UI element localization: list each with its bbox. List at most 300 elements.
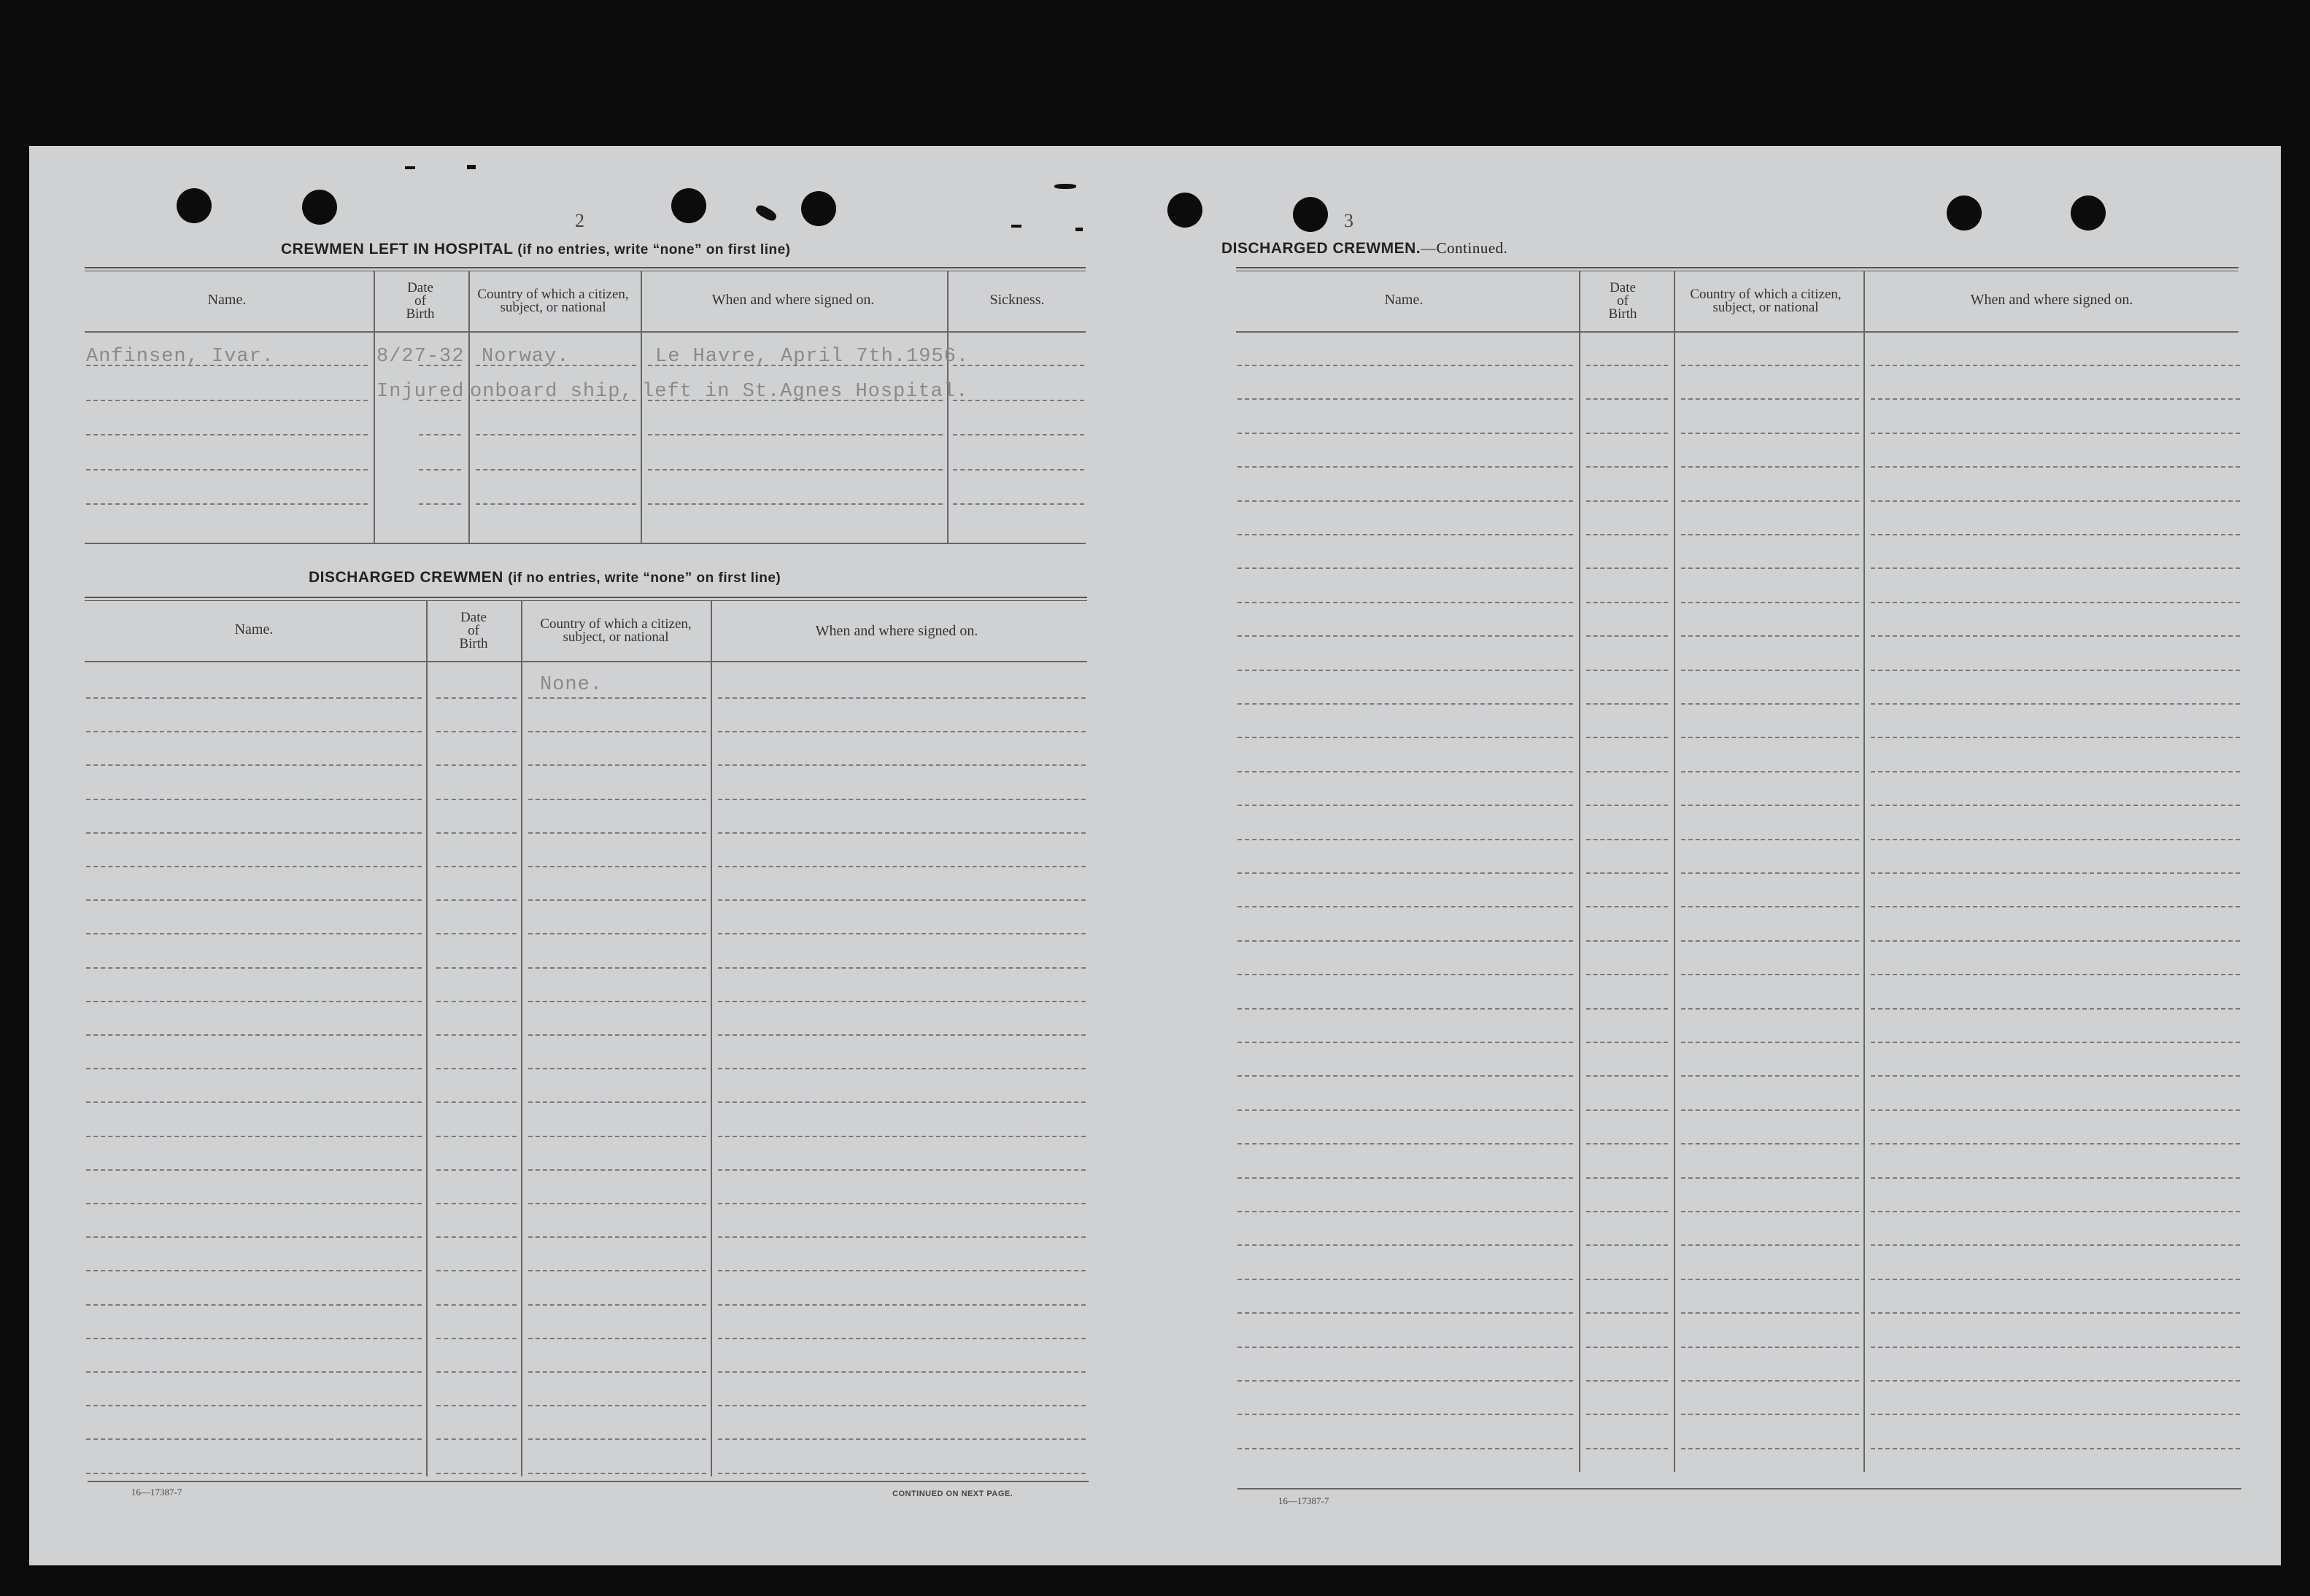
ruled-line: [1871, 703, 2240, 705]
ruled-line: [436, 764, 517, 766]
ruled-line: [718, 1068, 1086, 1069]
ruled-line: [1586, 771, 1668, 772]
ruled-line: [1681, 703, 1859, 705]
ruled-line: [1681, 1143, 1859, 1144]
ruled-line: [86, 469, 368, 470]
ruled-line: [1871, 1008, 2240, 1010]
ruled-line: [419, 434, 461, 435]
ruled-line: [1237, 670, 1573, 671]
column-header-name: Name.: [1384, 291, 1424, 308]
ruled-line: [1237, 737, 1573, 738]
ruled-line: [1871, 1075, 2240, 1077]
header-rule: [85, 331, 1086, 333]
ruled-line: [86, 1169, 422, 1171]
ruled-line: [1871, 1347, 2240, 1348]
ruled-line: [953, 503, 1084, 505]
column-header-name: Name.: [234, 621, 274, 638]
ruled-line: [528, 899, 706, 901]
ruled-line: [1237, 1109, 1573, 1111]
column-header-signed-on: When and where signed on.: [815, 622, 978, 639]
ruled-line: [86, 1270, 422, 1271]
ruled-line: [528, 1203, 706, 1204]
ruled-line: [718, 933, 1086, 934]
ruled-line: [528, 1304, 706, 1306]
ink-speck: [405, 166, 415, 169]
ruled-line: [86, 1473, 422, 1474]
punch-hole: [801, 191, 836, 226]
ruled-line: [1586, 703, 1668, 705]
ruled-line: [718, 764, 1086, 766]
ruled-line: [86, 731, 422, 732]
ruled-line: [1237, 1211, 1573, 1212]
ruled-line: [528, 1473, 706, 1474]
document-sheet: [29, 146, 2281, 1565]
ruled-line: [1586, 670, 1668, 671]
ruled-line: [528, 1338, 706, 1339]
ruled-line: [86, 1236, 422, 1238]
ruled-line: [1237, 1380, 1573, 1382]
ruled-line: [528, 764, 706, 766]
ruled-line: [1871, 433, 2240, 434]
ruled-line: [1586, 1075, 1668, 1077]
hospital-entry-dob: 8/27-32: [376, 346, 465, 368]
ruled-line: [718, 1169, 1086, 1171]
discharged-section-title: DISCHARGED CREWMEN (if no entries, write “none” on first line): [309, 569, 781, 586]
ruled-line: [1871, 635, 2240, 637]
ruled-line: [528, 1001, 706, 1002]
ruled-line: [1237, 1244, 1573, 1246]
ruled-line: [86, 799, 422, 800]
ruled-line: [1681, 567, 1859, 569]
hospital-entry-note-injured: Injured: [376, 381, 465, 403]
ruled-line: [1237, 1008, 1573, 1010]
ink-speck: [754, 203, 779, 222]
ink-speck: [1075, 228, 1083, 231]
ruled-line: [1681, 839, 1859, 840]
ruled-line: [1237, 1143, 1573, 1144]
ruled-line: [476, 434, 636, 435]
ruled-line: [86, 1338, 422, 1339]
ruled-line: [1237, 398, 1573, 400]
ruled-line: [1871, 1143, 2240, 1144]
ruled-line: [718, 967, 1086, 969]
ruled-line: [1237, 1312, 1573, 1314]
column-divider: [1863, 271, 1865, 1472]
ruled-line: [436, 799, 517, 800]
ruled-line: [718, 1270, 1086, 1271]
punch-hole: [671, 188, 706, 223]
hospital-entry-name: Anfinsen, Ivar.: [86, 346, 275, 368]
ruled-line: [1681, 1312, 1859, 1314]
ruled-line: [528, 731, 706, 732]
ruled-line: [1871, 1244, 2240, 1246]
ruled-line: [648, 503, 943, 505]
punch-hole: [1947, 195, 1982, 231]
ruled-line: [528, 799, 706, 800]
ruled-line: [1871, 1109, 2240, 1111]
ruled-line: [1681, 1075, 1859, 1077]
ruled-line: [436, 967, 517, 969]
ruled-line: [86, 764, 422, 766]
column-header-country: Country of which a citizen, subject, or national: [540, 616, 692, 645]
ruled-line: [436, 1101, 517, 1103]
ruled-line: [1586, 737, 1668, 738]
ruled-line: [1871, 805, 2240, 806]
ruled-line: [1681, 737, 1859, 738]
ruled-line: [953, 469, 1084, 470]
ruled-line: [718, 1136, 1086, 1137]
ruled-line: [1681, 1244, 1859, 1246]
ruled-line: [718, 697, 1086, 699]
ruled-line: [1871, 1279, 2240, 1280]
ruled-line: [86, 1405, 422, 1406]
ruled-line: [1237, 872, 1573, 874]
ruled-line: [1871, 466, 2240, 468]
ruled-line: [1237, 1448, 1573, 1449]
ruled-line: [718, 1438, 1086, 1440]
ruled-line: [953, 365, 1084, 366]
ruled-line: [86, 933, 422, 934]
ruled-line: [419, 503, 461, 505]
ruled-line: [1681, 805, 1859, 806]
header-rule: [1236, 331, 2238, 333]
ruled-line: [1586, 906, 1668, 907]
ruled-line: [1681, 1448, 1859, 1449]
ruled-line: [953, 434, 1084, 435]
ruled-line: [86, 1136, 422, 1137]
ruled-line: [1237, 365, 1573, 366]
ruled-line: [528, 1034, 706, 1036]
column-divider: [641, 271, 642, 543]
ruled-line: [528, 1405, 706, 1406]
ruled-line: [1586, 1279, 1668, 1280]
ruled-line: [1871, 567, 2240, 569]
right-section-title: DISCHARGED CREWMEN.—Continued.: [1221, 239, 1508, 257]
right-page: [1167, 146, 2281, 1565]
punch-hole: [177, 188, 212, 223]
column-divider: [468, 271, 470, 543]
ruled-line: [1586, 567, 1668, 569]
ruled-line: [436, 1236, 517, 1238]
left-page: [29, 146, 1109, 1565]
ruled-line: [86, 1034, 422, 1036]
ruled-line: [1871, 500, 2240, 502]
ruled-line: [436, 1169, 517, 1171]
ruled-line: [718, 899, 1086, 901]
ruled-line: [1871, 737, 2240, 738]
ruled-line: [86, 1203, 422, 1204]
ruled-line: [1237, 940, 1573, 942]
ruled-line: [718, 799, 1086, 800]
ruled-line: [718, 1101, 1086, 1103]
ruled-line: [1237, 635, 1573, 637]
ruled-line: [1237, 1042, 1573, 1043]
ruled-line: [1237, 771, 1573, 772]
ruled-line: [436, 1001, 517, 1002]
ruled-line: [1586, 940, 1668, 942]
ruled-line: [1586, 1143, 1668, 1144]
column-header-date-of-birth: Date of Birth: [406, 280, 435, 322]
ruled-line: [1586, 635, 1668, 637]
ruled-line: [1237, 567, 1573, 569]
ruled-line: [528, 1136, 706, 1137]
ruled-line: [648, 469, 943, 470]
ruled-line: [1681, 500, 1859, 502]
ruled-line: [419, 469, 461, 470]
ruled-line: [528, 1101, 706, 1103]
ruled-line: [718, 1034, 1086, 1036]
ruled-line: [1871, 534, 2240, 535]
ruled-line: [436, 866, 517, 867]
ruled-line: [1871, 398, 2240, 400]
column-divider: [374, 271, 375, 543]
ruled-line: [1586, 1211, 1668, 1212]
ruled-line: [528, 1068, 706, 1069]
ruled-line: [86, 1371, 422, 1373]
discharged-first-entry: None.: [540, 674, 603, 696]
ruled-line: [1871, 1312, 2240, 1314]
ruled-line: [1871, 1211, 2240, 1212]
ruled-line: [528, 967, 706, 969]
ruled-line: [1871, 872, 2240, 874]
ruled-line: [436, 1371, 517, 1373]
ruled-line: [718, 832, 1086, 834]
ruled-line: [1586, 466, 1668, 468]
ruled-line: [86, 1304, 422, 1306]
ruled-line: [718, 866, 1086, 867]
section-end-rule: [85, 543, 1086, 544]
ruled-line: [86, 503, 368, 505]
ruled-line: [528, 1270, 706, 1271]
column-header-name: Name.: [207, 291, 247, 308]
ruled-line: [1681, 466, 1859, 468]
ruled-line: [1586, 1448, 1668, 1449]
ruled-line: [1871, 771, 2240, 772]
column-header-date-of-birth: Date of Birth: [459, 610, 488, 651]
ruled-line: [1586, 805, 1668, 806]
ruled-line: [1237, 433, 1573, 434]
ruled-line: [1871, 906, 2240, 907]
ink-speck: [467, 165, 476, 169]
ruled-line: [436, 1438, 517, 1440]
ruled-line: [1871, 365, 2240, 366]
column-header-date-of-birth: Date of Birth: [1608, 280, 1637, 322]
ruled-line: [86, 832, 422, 834]
ruled-line: [436, 1405, 517, 1406]
ruled-line: [528, 1169, 706, 1171]
ruled-line: [1237, 1347, 1573, 1348]
ruled-line: [1237, 805, 1573, 806]
ruled-line: [436, 933, 517, 934]
ruled-line: [1871, 1414, 2240, 1415]
ruled-line: [1681, 1177, 1859, 1179]
page-end-rule: [1237, 1488, 2241, 1490]
ruled-line: [1586, 433, 1668, 434]
ruled-line: [1586, 602, 1668, 603]
ruled-line: [1586, 1244, 1668, 1246]
ruled-line: [1237, 906, 1573, 907]
column-divider: [521, 601, 522, 1476]
ruled-line: [1237, 974, 1573, 975]
ruled-line: [718, 1001, 1086, 1002]
ruled-line: [718, 731, 1086, 732]
ruled-line: [1237, 1075, 1573, 1077]
ink-speck: [1054, 184, 1076, 189]
ruled-line: [1586, 1008, 1668, 1010]
column-header-country: Country of which a citizen, subject, or national: [1690, 287, 1842, 315]
ruled-line: [436, 899, 517, 901]
ruled-line: [1237, 602, 1573, 603]
ruled-line: [1871, 670, 2240, 671]
page-number: 2: [575, 210, 584, 231]
page-end-rule: [88, 1481, 1089, 1482]
ruled-line: [1586, 365, 1668, 366]
ruled-line: [436, 1136, 517, 1137]
ruled-line: [953, 400, 1084, 401]
ruled-line: [1681, 1380, 1859, 1382]
column-divider: [1579, 271, 1580, 1472]
ruled-line: [1681, 906, 1859, 907]
ruled-line: [1871, 1448, 2240, 1449]
ruled-line: [718, 1236, 1086, 1238]
ruled-line: [1871, 940, 2240, 942]
ruled-line: [1871, 1042, 2240, 1043]
ruled-line: [1681, 635, 1859, 637]
form-number: 16—17387-7: [1278, 1495, 1329, 1506]
ruled-line: [86, 866, 422, 867]
ruled-line: [718, 1338, 1086, 1339]
column-divider: [947, 271, 949, 543]
ruled-line: [1586, 398, 1668, 400]
ruled-line: [1871, 1380, 2240, 1382]
ruled-line: [1586, 839, 1668, 840]
punch-hole: [1293, 197, 1328, 232]
punch-hole: [302, 190, 337, 225]
column-divider: [1674, 271, 1675, 1472]
punch-hole: [1167, 193, 1202, 228]
ruled-line: [86, 899, 422, 901]
ruled-line: [528, 697, 706, 699]
hospital-entry-signed-on: Le Havre, April 7th.1956.: [655, 346, 970, 368]
ruled-line: [1586, 500, 1668, 502]
ruled-line: [1237, 500, 1573, 502]
ruled-line: [436, 1304, 517, 1306]
ruled-line: [718, 1405, 1086, 1406]
ruled-line: [86, 434, 368, 435]
ruled-line: [718, 1203, 1086, 1204]
ruled-line: [1237, 466, 1573, 468]
column-header-country: Country of which a citizen, subject, or national: [477, 287, 629, 315]
ruled-line: [1681, 1109, 1859, 1111]
ruled-line: [436, 697, 517, 699]
ruled-line: [1586, 1347, 1668, 1348]
ruled-line: [1586, 1312, 1668, 1314]
ruled-line: [1681, 1279, 1859, 1280]
ruled-line: [86, 400, 368, 401]
ruled-line: [1237, 534, 1573, 535]
ruled-line: [1681, 1414, 1859, 1415]
ruled-line: [1681, 433, 1859, 434]
ruled-line: [718, 1473, 1086, 1474]
hospital-section-title: CREWMEN LEFT IN HOSPITAL (if no entries, write “none” on first line): [281, 241, 791, 257]
ruled-line: [1586, 1380, 1668, 1382]
ruled-line: [1681, 602, 1859, 603]
ruled-line: [1681, 1211, 1859, 1212]
ruled-line: [1871, 839, 2240, 840]
ruled-line: [1237, 1177, 1573, 1179]
ruled-line: [1871, 1177, 2240, 1179]
ruled-line: [648, 434, 943, 435]
ruled-line: [436, 1338, 517, 1339]
ruled-line: [528, 1438, 706, 1440]
ruled-line: [1871, 974, 2240, 975]
ruled-line: [718, 1304, 1086, 1306]
ruled-line: [1586, 974, 1668, 975]
ruled-line: [1681, 771, 1859, 772]
hospital-entry-note-onboard: onboard ship,: [470, 381, 633, 403]
ruled-line: [1237, 1279, 1573, 1280]
ruled-line: [86, 1001, 422, 1002]
ruled-line: [1681, 872, 1859, 874]
ruled-line: [1681, 1008, 1859, 1010]
ruled-line: [1586, 872, 1668, 874]
ruled-line: [1237, 839, 1573, 840]
ruled-line: [528, 832, 706, 834]
ruled-line: [1586, 534, 1668, 535]
ruled-line: [1681, 1347, 1859, 1348]
ruled-line: [528, 933, 706, 934]
ruled-line: [1681, 940, 1859, 942]
ruled-line: [436, 1203, 517, 1204]
ruled-line: [86, 697, 422, 699]
punch-hole: [2071, 195, 2106, 231]
ruled-line: [86, 1068, 422, 1069]
ruled-line: [436, 1068, 517, 1069]
ruled-line: [1586, 1414, 1668, 1415]
ruled-line: [1586, 1042, 1668, 1043]
ruled-line: [718, 1371, 1086, 1373]
column-header-sickness: Sickness.: [989, 291, 1045, 308]
ruled-line: [1681, 534, 1859, 535]
ruled-line: [1237, 1414, 1573, 1415]
column-divider: [426, 601, 428, 1476]
ruled-line: [528, 866, 706, 867]
ruled-line: [86, 1101, 422, 1103]
hospital-entry-note-hospital: left in St.Agnes Hospital.: [642, 381, 969, 403]
ruled-line: [436, 1473, 517, 1474]
ruled-line: [436, 1034, 517, 1036]
column-divider: [711, 601, 712, 1476]
form-number: 16—17387-7: [131, 1487, 182, 1498]
ruled-line: [1681, 974, 1859, 975]
ruled-line: [1681, 398, 1859, 400]
ruled-line: [1871, 602, 2240, 603]
ruled-line: [436, 832, 517, 834]
hospital-entry-country: Norway.: [482, 346, 570, 368]
page-number: 3: [1344, 210, 1353, 231]
ruled-line: [476, 503, 636, 505]
ruled-line: [528, 1236, 706, 1238]
ruled-line: [1681, 1042, 1859, 1043]
ruled-line: [528, 1371, 706, 1373]
ruled-line: [1237, 703, 1573, 705]
continued-note: CONTINUED ON NEXT PAGE.: [892, 1490, 1013, 1498]
ruled-line: [436, 1270, 517, 1271]
ink-speck: [1011, 225, 1021, 228]
header-rule: [85, 661, 1087, 662]
ruled-line: [86, 967, 422, 969]
ruled-line: [1681, 365, 1859, 366]
